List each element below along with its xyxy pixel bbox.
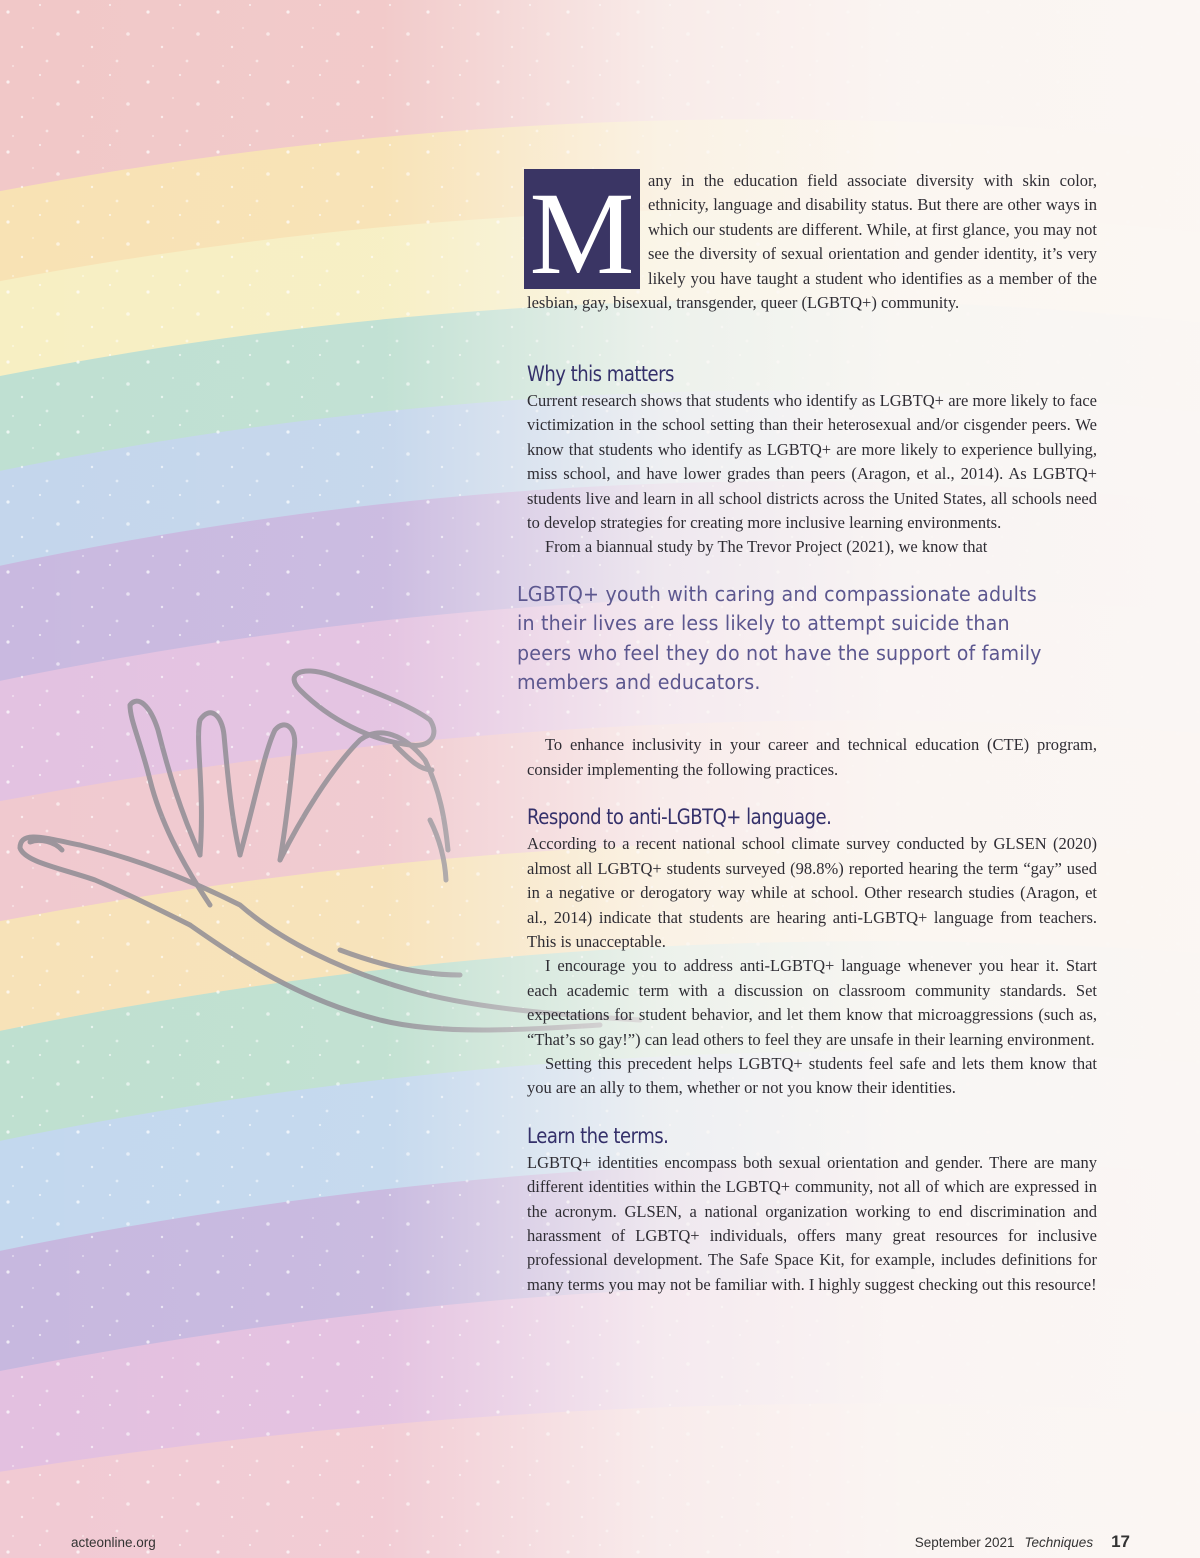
body-paragraph: To enhance inclusivity in your career and technical education (CTE) program, consider implementing the following practices. xyxy=(527,735,1097,779)
body-paragraph: I encourage you to address anti-LGBTQ+ language whenever you hear it. Start each academic term with a discussion on classroom community standards. Set expectations for student behavior, and let them know that microaggressions (such as, “That’s so gay!”) can lead others to feel they are unsafe in their learning environment. xyxy=(527,956,1097,1049)
section-heading-respond-to-language: Respond to anti-LGBTQ+ language. xyxy=(527,805,832,830)
page-number: 17 xyxy=(1111,1532,1130,1551)
footer-folio xyxy=(915,1532,1130,1552)
pull-quote: LGBTQ+ youth with caring and compassionate adults in their lives are less likely to attempt suicide than peers who feel they do not have the support of family members and educators. xyxy=(517,581,1042,695)
section-heading-learn-the-terms: Learn the terms. xyxy=(527,1123,669,1148)
body-paragraph: Setting this precedent helps LGBTQ+ students feel safe and lets them know that you are an ally to them, whether or not you know their identities. xyxy=(527,1053,1097,1098)
intro-paragraph-block xyxy=(527,169,1097,339)
drop-cap: M xyxy=(524,169,640,289)
article-column xyxy=(517,168,1097,1297)
footer-magazine: Techniques xyxy=(1024,1535,1094,1550)
body-paragraph: According to a recent national school climate survey conducted by GLSEN (2020) almost all LGBTQ+ students surveyed (98.8%) reported hearing the term “gay” used in a negative or derogatory way while at school. Other research studies (Aragon, et al., 2014) indicate that students are hearing anti-LGBTQ+ language from teachers. This is unacceptable. xyxy=(527,834,1097,951)
body-paragraph: LGBTQ+ identities encompass both sexual orientation and gender. There are many different identities within the LGBTQ+ community, not all of which are expressed in the acronym. GLSEN, a national organization working to end discrimination and harassment of LGBTQ+ individuals, offers many great resources for inclusive professional development. The Safe Space Kit, for example, includes definitions for many terms you may not be familiar with. I highly suggest checking out this resource! xyxy=(527,1152,1097,1294)
body-paragraph: From a biannual study by The Trevor Project (2021), we know that xyxy=(545,537,988,557)
footer-date: September 2021 xyxy=(914,1535,1015,1550)
section-heading-why-this-matters: Why this matters xyxy=(527,362,674,386)
body-paragraph: Current research shows that students who identify as LGBTQ+ are more likely to face victimization in the school setting than their heterosexual and/or cisgender peers. We know that students who identify as LGBTQ+ are more likely to experience bullying, miss school, and have lower grades than peers (Aragon, et al., 2014). As LGBTQ+ students live and learn in all school districts across the United States, all schools need to develop strategies for creating more inclusive learning environments. xyxy=(527,391,1097,533)
intro-paragraph: any in the education field associate diversity with skin color, ethnicity, language and disability status. But there are other ways in which our students are different. While, at first glance, you may not see the diversity of sexual orientation and gender identity, it’s very likely you have taught a student who identifies as a member of the lesbian, gay, bisexual, transgender, queer (LGBTQ+) community. xyxy=(527,171,1097,313)
footer-site: acteonline.org xyxy=(71,1535,156,1550)
